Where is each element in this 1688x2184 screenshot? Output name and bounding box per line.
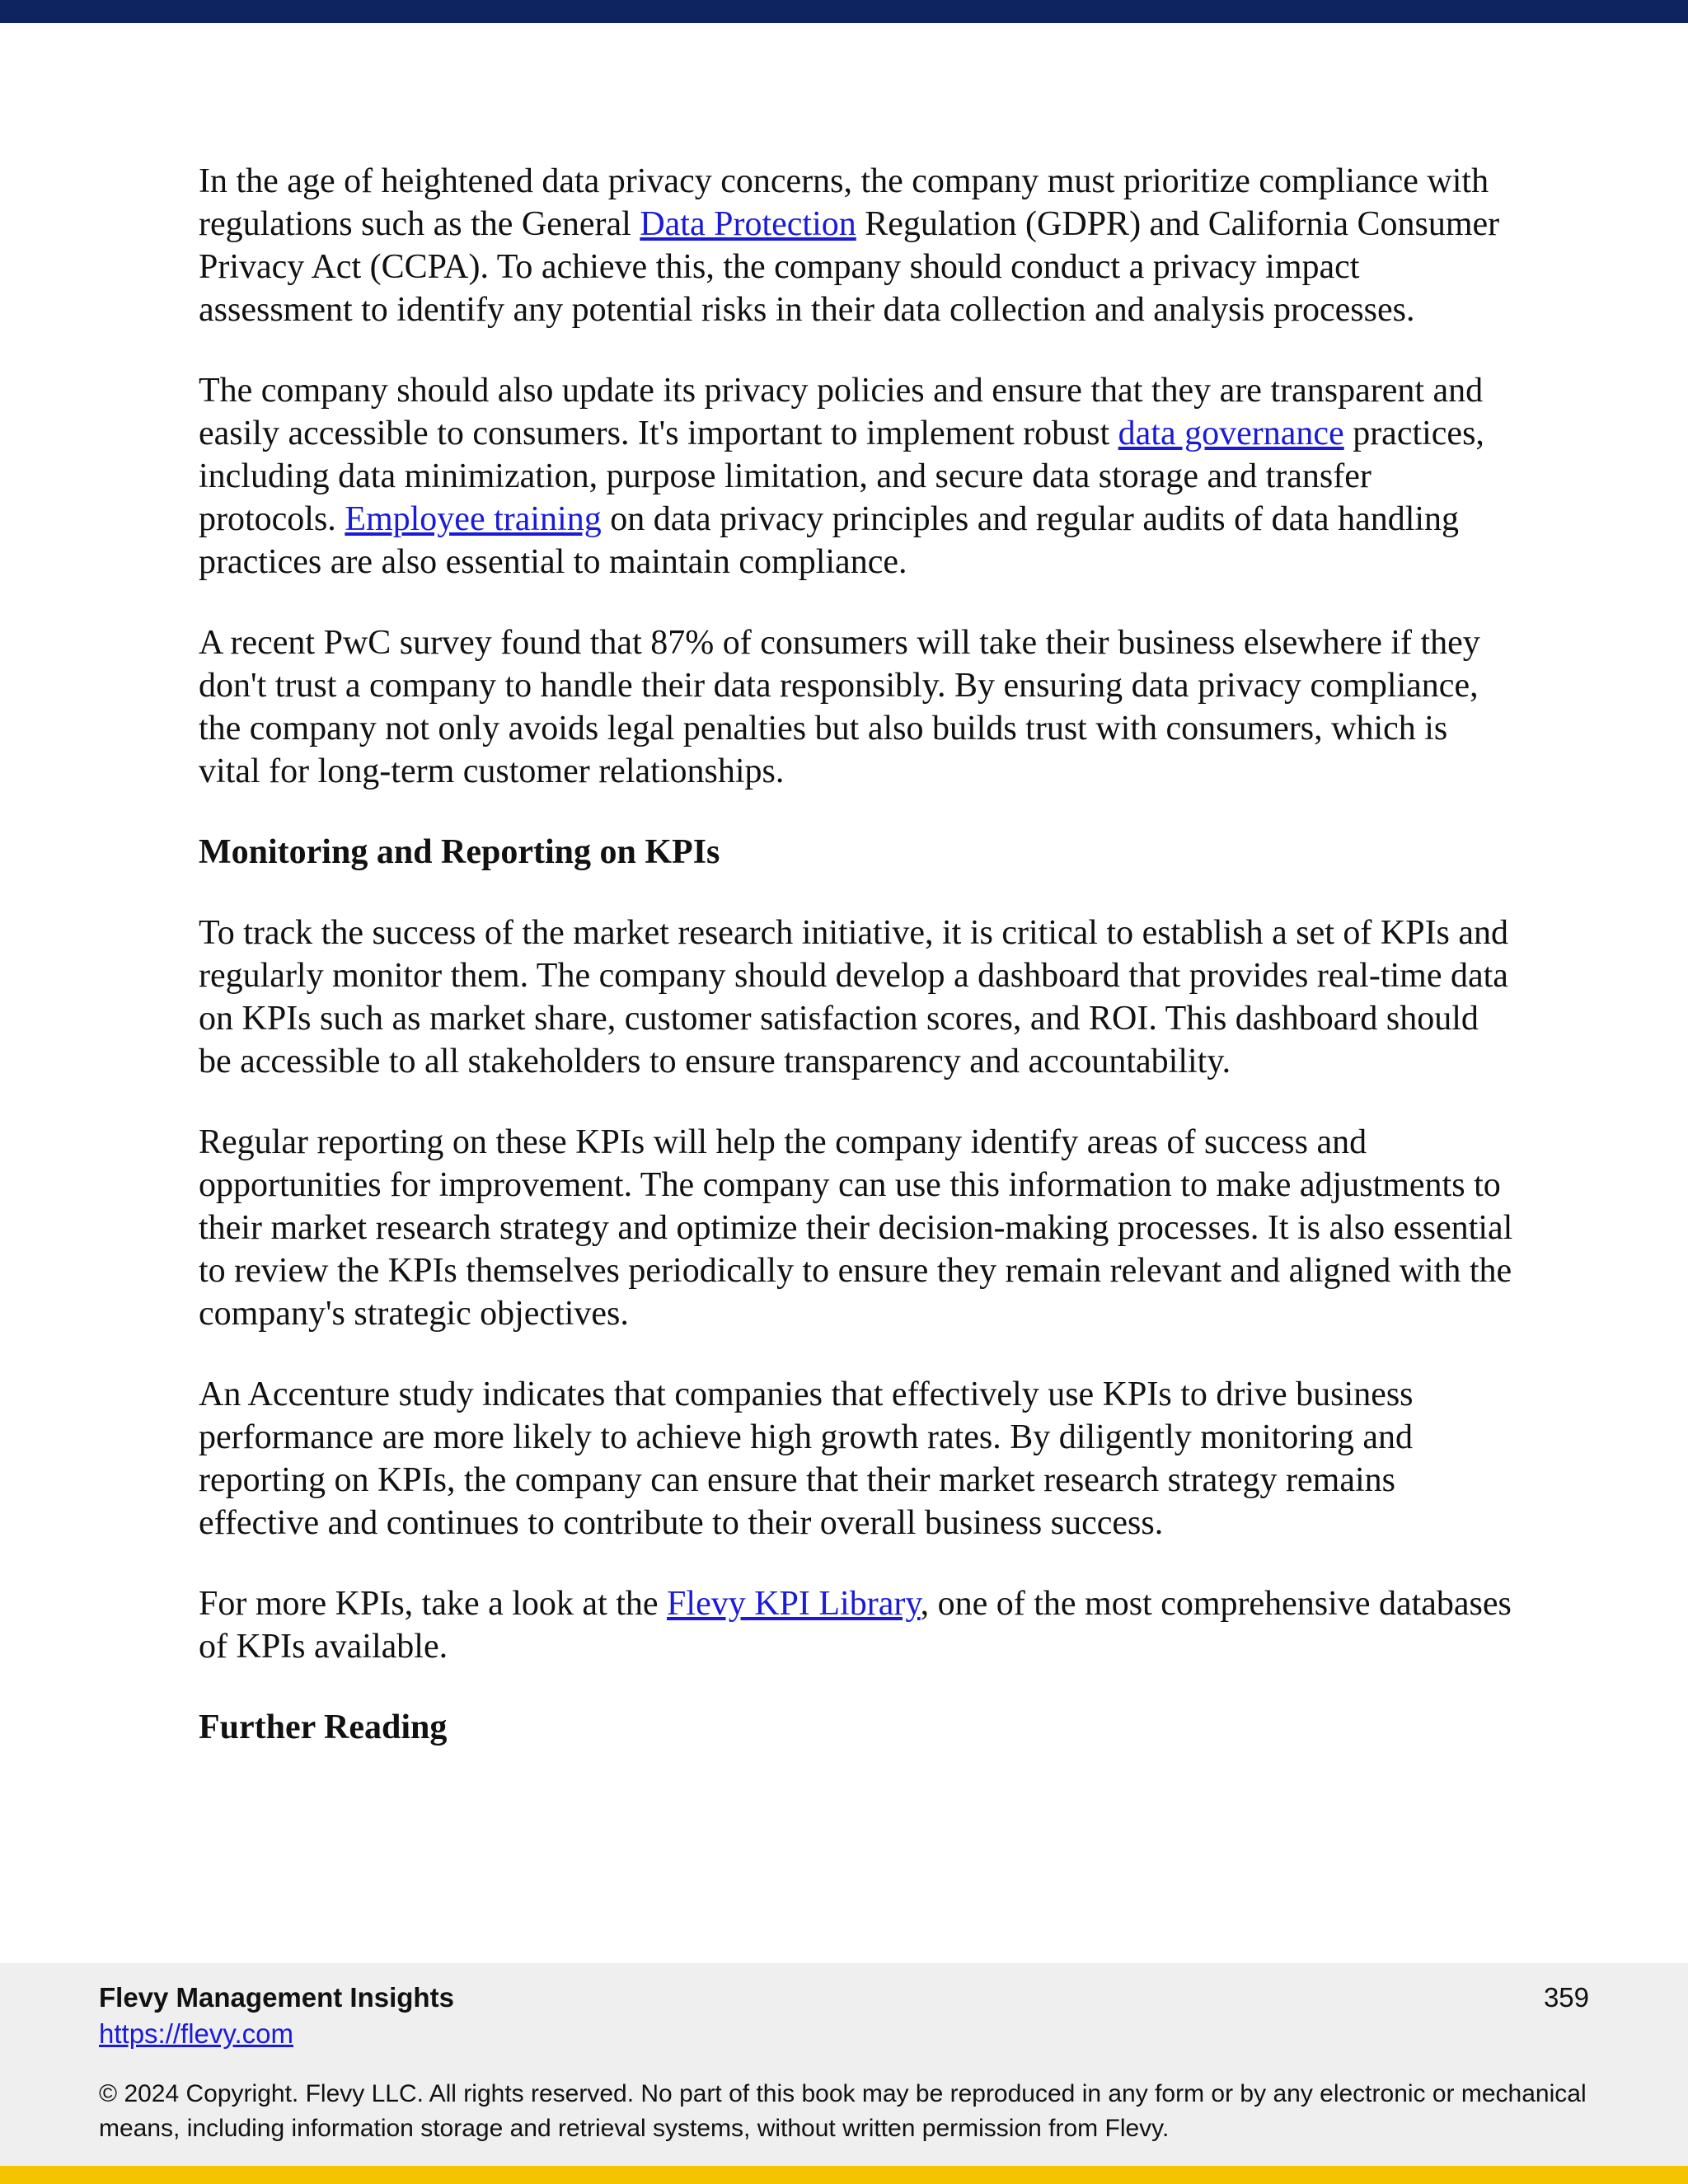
paragraph-text: practices, including data minimization, purpose limitation, and secure data storage and transfer protocols. bbox=[199, 415, 1484, 538]
top-accent-bar bbox=[0, 0, 1688, 23]
bottom-accent-bar bbox=[0, 2166, 1688, 2184]
link-data-governance[interactable]: data governance bbox=[1118, 415, 1344, 452]
paragraph-text: , one of the most comprehensive databases of KPIs available. bbox=[199, 1585, 1512, 1666]
paragraph-accenture-study: An Accenture study indicates that companies that effectively use KPIs to drive business performance are more likely to achieve high growth rates. By diligently monitoring and reporting on KPIs, the company can ensure that their market research strategy remains effective and continues to contribute to their overall business success. bbox=[199, 1376, 1414, 1542]
paragraph-kpi-reporting: Regular reporting on these KPIs will help the company identify areas of success and opportunities for improvement. The company can use this information to make adjustments to their market research strategy and optimize their decision-making processes. It is also essential to review the KPIs themselves periodically to ensure they remain relevant and aligned with the company's strategic objectives. bbox=[199, 1123, 1513, 1333]
paragraph-privacy-policies bbox=[199, 369, 1517, 583]
page-footer bbox=[0, 1963, 1688, 2166]
footer-title: Flevy Management Insights bbox=[99, 1982, 454, 2013]
paragraph-text: For more KPIs, take a look at the bbox=[199, 1585, 668, 1623]
paragraph-kpi-library bbox=[199, 1582, 1517, 1668]
section-heading-kpis: Monitoring and Reporting on KPIs bbox=[199, 833, 720, 871]
paragraph-kpi-dashboard: To track the success of the market research initiative, it is critical to establish a set of KPIs and regularly monitor them. The company should develop a dashboard that provides real-time data on KPIs such as market share, customer satisfaction scores, and ROI. This dashboard should be accessible to all stakeholders to ensure transparency and accountability. bbox=[199, 914, 1509, 1080]
paragraph-pwc-survey: A recent PwC survey found that 87% of consumers will take their business elsewhere if they don't trust a company to handle their data responsibly. By ensuring data privacy compliance, the company not only avoids legal penalties but also builds trust with consumers, which is vital for long-term customer relationships. bbox=[199, 624, 1480, 790]
paragraph-text: In the age of heightened data privacy concerns, the company must prioritize compliance with regulations such as the General bbox=[199, 162, 1489, 243]
document-body bbox=[199, 160, 1517, 1787]
page-number: 359 bbox=[1543, 1982, 1589, 2013]
copyright-notice: © 2024 Copyright. Flevy LLC. All rights reserved. No part of this book may be reproduced in any form or by any electronic or mechanical means, including information storage and retrieval systems, without written permission from Flevy. bbox=[99, 2080, 1587, 2142]
link-employee-training[interactable]: Employee training bbox=[345, 500, 602, 538]
footer-link-flevy[interactable]: https://flevy.com bbox=[99, 2018, 293, 2049]
paragraph-data-privacy bbox=[199, 160, 1517, 331]
link-flevy-kpi-library[interactable]: Flevy KPI Library bbox=[667, 1585, 921, 1623]
paragraph-text: The company should also update its privacy policies and ensure that they are transparent and easily accessible to consumers. It's important to implement robust bbox=[199, 372, 1484, 452]
paragraph-text: on data privacy principles and regular audits of data handling practices are also essential to maintain compliance. bbox=[199, 500, 1460, 581]
paragraph-text: Regulation (GDPR) and California Consumer Privacy Act (CCPA). To achieve this, the company should conduct a privacy impact assessment to identify any potential risks in their data collection and analysis processes. bbox=[199, 205, 1500, 329]
link-data-protection[interactable]: Data Protection bbox=[640, 205, 856, 243]
section-heading-further-reading: Further Reading bbox=[199, 1708, 448, 1746]
